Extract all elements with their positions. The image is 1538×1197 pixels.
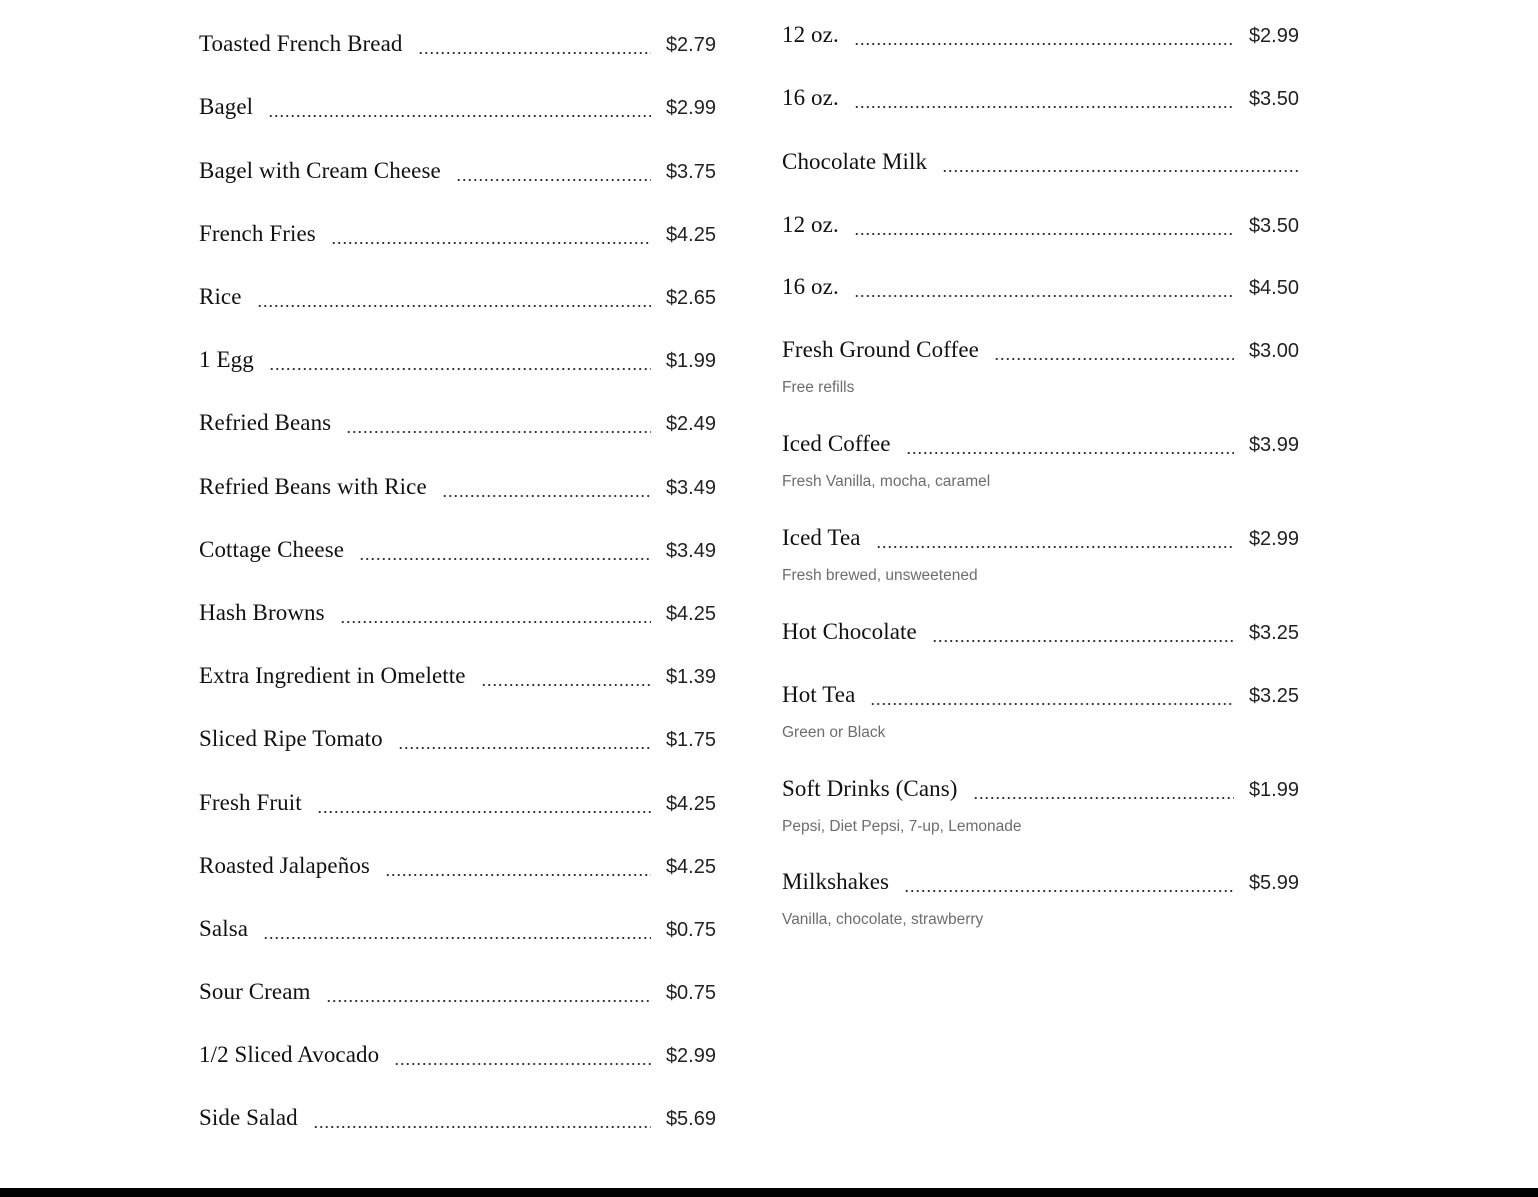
menu-item-price: $3.49 <box>665 477 716 499</box>
menu-item <box>782 149 1299 179</box>
menu-item-price: $3.50 <box>1248 215 1299 237</box>
menu-item-name: Sliced Ripe Tomato <box>199 726 383 751</box>
dot-leader <box>456 162 651 182</box>
menu-item-row <box>782 212 1299 242</box>
menu-item-row <box>199 916 716 946</box>
menu-item <box>199 663 716 693</box>
menu-item-name: Hot Tea <box>782 682 856 707</box>
dot-leader <box>257 288 651 308</box>
menu-item-price: $4.25 <box>665 603 716 625</box>
menu-item-name: Hot Chocolate <box>782 619 917 644</box>
dot-leader <box>331 225 651 245</box>
menu-item-description: Green or Black <box>782 724 886 741</box>
menu-item-price: $4.50 <box>1248 277 1299 299</box>
menu-item <box>782 869 1299 928</box>
menu-item-row <box>199 410 716 440</box>
menu-item-row <box>782 619 1299 649</box>
menu-item <box>199 347 716 377</box>
menu-item-row <box>782 337 1299 367</box>
dot-leader <box>313 1109 651 1129</box>
menu-item-row <box>199 158 716 188</box>
menu-item-name: Toasted French Bread <box>199 31 403 56</box>
menu-item <box>199 94 716 124</box>
menu-item <box>199 853 716 883</box>
dot-leader <box>870 686 1234 706</box>
menu-item <box>782 337 1299 396</box>
menu-item-name: Refried Beans <box>199 410 332 435</box>
menu-item-row <box>782 149 1299 179</box>
menu-item-row <box>199 979 716 1009</box>
dot-leader <box>359 541 651 561</box>
menu-item-row <box>199 94 716 124</box>
menu-item-price: $2.99 <box>1248 25 1299 47</box>
dot-leader <box>854 278 1234 298</box>
menu-item-name: Extra Ingredient in Omelette <box>199 663 466 688</box>
menu-item <box>199 221 716 251</box>
menu-item-price: $1.99 <box>1248 779 1299 801</box>
dot-leader <box>994 341 1234 361</box>
menu-item-name: Bagel <box>199 94 254 119</box>
menu-item-name: Roasted Jalapeños <box>199 853 370 878</box>
menu-item-row <box>782 682 1299 712</box>
dot-leader <box>904 873 1234 893</box>
menu-item-name: Refried Beans with Rice <box>199 474 427 499</box>
menu-item-name: 16 oz. <box>782 85 839 110</box>
menu-item-name: Bagel with Cream Cheese <box>199 158 441 183</box>
menu-item-row <box>782 869 1299 899</box>
menu-item-name: 12 oz. <box>782 212 839 237</box>
menu-item <box>199 158 716 188</box>
menu-item-row <box>782 85 1299 115</box>
dot-leader <box>385 857 651 877</box>
menu-item <box>782 619 1299 649</box>
menu-item-row <box>199 284 716 314</box>
menu-item-row <box>199 537 716 567</box>
menu-item-row <box>782 274 1299 304</box>
menu-item-row <box>199 663 716 693</box>
menu-item-price: $2.65 <box>665 287 716 309</box>
menu-item <box>199 537 716 567</box>
menu-item-row <box>782 525 1299 555</box>
menu-item-price: $2.99 <box>665 1045 716 1067</box>
menu-item-name: 1 Egg <box>199 347 254 372</box>
menu-item-name: Fresh Fruit <box>199 790 302 815</box>
menu-item <box>782 22 1299 52</box>
menu-item <box>199 1105 716 1135</box>
menu-item <box>199 979 716 1009</box>
menu-item-row <box>199 221 716 251</box>
menu-item-name: 12 oz. <box>782 22 839 47</box>
menu-item-price: $1.39 <box>665 666 716 688</box>
menu-item-price: $0.75 <box>665 982 716 1004</box>
dot-leader <box>942 153 1299 173</box>
menu-item-price: $5.69 <box>665 1108 716 1130</box>
menu-item-name: Iced Tea <box>782 525 861 550</box>
menu-item-name: French Fries <box>199 221 316 246</box>
dot-leader <box>398 730 651 750</box>
dot-leader <box>854 89 1234 109</box>
menu-item-price: $4.25 <box>665 793 716 815</box>
menu-item-description: Free refills <box>782 379 855 396</box>
menu-item-price: $1.99 <box>665 350 716 372</box>
menu-item-name: Hash Browns <box>199 600 325 625</box>
menu-item <box>782 525 1299 584</box>
menu-item-row <box>199 31 716 61</box>
menu-item-name: Fresh Ground Coffee <box>782 337 979 362</box>
menu-item-price: $3.25 <box>1248 685 1299 707</box>
menu-item-name: Side Salad <box>199 1105 298 1130</box>
menu-item-price: $2.99 <box>665 97 716 119</box>
menu-item-price: $4.25 <box>665 224 716 246</box>
menu-item-row <box>782 776 1299 806</box>
menu-item <box>199 1042 716 1072</box>
menu-item-row <box>782 22 1299 52</box>
menu-item-price: $3.75 <box>665 161 716 183</box>
menu-item-name: Chocolate Milk <box>782 149 928 174</box>
menu-item-name: Iced Coffee <box>782 431 891 456</box>
dot-leader <box>418 35 651 55</box>
menu-item-name: Milkshakes <box>782 869 890 894</box>
menu-item-price: $4.25 <box>665 856 716 878</box>
menu-item <box>782 274 1299 304</box>
menu-item-description: Fresh Vanilla, mocha, caramel <box>782 473 991 490</box>
menu-item-name: 16 oz. <box>782 274 839 299</box>
menu-item-name: Cottage Cheese <box>199 537 345 562</box>
menu-item <box>199 726 716 756</box>
dot-leader <box>326 983 651 1003</box>
dot-leader <box>340 604 651 624</box>
menu-item-name: Rice <box>199 284 242 309</box>
menu-item <box>199 790 716 820</box>
menu-item-price: $5.99 <box>1248 872 1299 894</box>
menu-item-row <box>782 431 1299 461</box>
menu-item-price: $3.49 <box>665 540 716 562</box>
menu-item-price: $3.25 <box>1248 622 1299 644</box>
dot-leader <box>263 920 651 940</box>
dot-leader <box>932 623 1234 643</box>
dot-leader <box>481 667 651 687</box>
dot-leader <box>854 26 1234 46</box>
menu-item-price: $2.99 <box>1248 528 1299 550</box>
menu-item <box>782 776 1299 835</box>
menu-item-price: $0.75 <box>665 919 716 941</box>
menu-item <box>782 431 1299 490</box>
menu-item-price: $3.00 <box>1248 340 1299 362</box>
menu-item-row <box>199 790 716 820</box>
menu-item-price: $2.49 <box>665 413 716 435</box>
menu-item-price: $3.50 <box>1248 88 1299 110</box>
menu-item <box>199 600 716 630</box>
dot-leader <box>394 1046 651 1066</box>
menu-item-row <box>199 600 716 630</box>
menu-item-row <box>199 1105 716 1135</box>
menu-item-price: $3.99 <box>1248 434 1299 456</box>
menu-item <box>199 31 716 61</box>
menu-item-description: Pepsi, Diet Pepsi, 7-up, Lemonade <box>782 818 1022 835</box>
menu-item <box>199 410 716 440</box>
menu-item-row <box>199 347 716 377</box>
menu-item-price: $1.75 <box>665 729 716 751</box>
menu-item-description: Vanilla, chocolate, strawberry <box>782 911 984 928</box>
dot-leader <box>442 478 651 498</box>
menu-item-description: Fresh brewed, unsweetened <box>782 567 978 584</box>
menu-item-row <box>199 474 716 504</box>
dot-leader <box>876 529 1234 549</box>
menu-item-row <box>199 1042 716 1072</box>
footer-bar <box>0 1188 1538 1197</box>
menu-item <box>782 85 1299 115</box>
menu-item <box>199 916 716 946</box>
dot-leader <box>269 351 651 371</box>
menu-item <box>199 474 716 504</box>
menu-item-name: 1/2 Sliced Avocado <box>199 1042 380 1067</box>
dot-leader <box>973 780 1234 800</box>
dot-leader <box>317 794 651 814</box>
menu-item <box>199 284 716 314</box>
menu-item-row <box>199 853 716 883</box>
dot-leader <box>854 216 1234 236</box>
menu-item-name: Sour Cream <box>199 979 311 1004</box>
menu-item-name: Salsa <box>199 916 249 941</box>
menu-item-row <box>199 726 716 756</box>
dot-leader <box>268 98 651 118</box>
dot-leader <box>906 435 1234 455</box>
menu-item-price: $2.79 <box>665 34 716 56</box>
dot-leader <box>346 414 651 434</box>
menu-item <box>782 682 1299 741</box>
menu-item-name: Soft Drinks (Cans) <box>782 776 958 801</box>
menu-item <box>782 212 1299 242</box>
